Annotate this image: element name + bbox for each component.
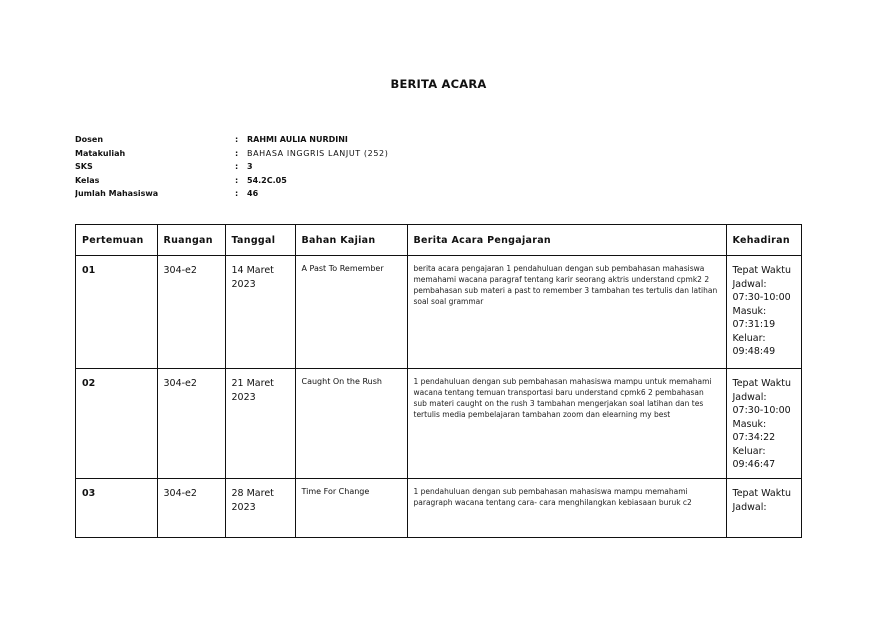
attendance-keluar-label: Keluar: (732, 332, 766, 344)
info-row-kelas (75, 174, 388, 188)
header-ruangan: Ruangan (157, 225, 225, 256)
attendance-jadwal-label: Jadwal: (732, 501, 767, 513)
table-header-row (76, 225, 801, 256)
cell-ruangan: 304-e2 (157, 256, 225, 369)
cell-berita-acara: 1 pendahuluan dengan sub pembahasan mahasiswa mampu untuk memahami wacana tentang temuan transportasi baru understand cpmk6 2 pembahasan sub materi caught on the rush 3 tambahan mengerjakan soal latihan dan tes tertulis media pembelajaran tambahan zoom dan elearning my best (407, 369, 726, 479)
attendance-masuk: 07:34:22 (732, 432, 776, 443)
info-colon: : (235, 175, 239, 185)
info-value-sks: 3 (247, 162, 253, 171)
cell-berita-acara: berita acara pengajaran 1 pendahuluan dengan sub pembahasan mahasiswa memahami wacana paragraf tentang karir seorang aktris understand cpmk2 2 pembahasan sub materi a past to remember 3 tambahan tes tertulis dan latihan soal soal grammar (407, 256, 726, 369)
header-kehadiran: Kehadiran (726, 225, 801, 256)
cell-pertemuan: 01 (76, 256, 157, 369)
table-row (76, 256, 801, 369)
attendance-status: Tepat Waktu (732, 488, 791, 499)
info-row-jumlah-mahasiswa (75, 187, 388, 201)
attendance-keluar-label: Keluar: (732, 445, 766, 457)
info-value-matakuliah: BAHASA INGGRIS LANJUT (252) (247, 148, 389, 158)
cell-ruangan: 304-e2 (157, 479, 225, 539)
attendance-keluar: 09:46:47 (732, 459, 776, 470)
course-info (75, 133, 388, 201)
info-colon: : (235, 148, 239, 158)
info-colon: : (235, 162, 239, 171)
cell-pertemuan: 02 (76, 369, 157, 479)
cell-bahan-kajian: Time For Change (295, 479, 407, 539)
info-label: Matakuliah (75, 148, 126, 158)
cell-tanggal: 14 Maret 2023 (225, 256, 295, 369)
info-label: Dosen (75, 135, 104, 144)
table-row (76, 369, 801, 479)
info-value-jumlah-mahasiswa: 46 (247, 189, 259, 198)
attendance-masuk-label: Masuk: (732, 305, 767, 317)
info-row-dosen (75, 133, 388, 147)
cell-bahan-kajian: A Past To Remember (295, 256, 407, 369)
cell-pertemuan: 03 (76, 479, 157, 539)
cell-tanggal: 21 Maret 2023 (225, 369, 295, 479)
attendance-jadwal: 07:30-10:00 (732, 292, 791, 303)
info-value-dosen: RAHMI AULIA NURDINI (247, 135, 348, 144)
attendance-keluar: 09:48:49 (732, 346, 776, 357)
header-berita-acara: Berita Acara Pengajaran (407, 225, 726, 256)
cell-kehadiran (726, 479, 801, 539)
attendance-masuk-label: Masuk: (732, 418, 767, 430)
cell-bahan-kajian: Caught On the Rush (295, 369, 407, 479)
attendance-jadwal-label: Jadwal: (732, 391, 767, 403)
info-row-matakuliah (75, 147, 388, 161)
attendance-status: Tepat Waktu (732, 378, 791, 389)
cell-kehadiran (726, 369, 801, 479)
info-label: Kelas (75, 175, 100, 185)
info-label: Jumlah Mahasiswa (75, 189, 159, 198)
info-row-sks (75, 160, 388, 174)
info-colon: : (235, 189, 239, 198)
attendance-jadwal: 07:30-10:00 (732, 405, 791, 416)
header-bahan-kajian: Bahan Kajian (295, 225, 407, 256)
attendance-masuk: 07:31:19 (732, 319, 776, 330)
document-title: BERITA ACARA (390, 77, 487, 91)
cell-berita-acara: 1 pendahuluan dengan sub pembahasan mahasiswa mampu memahami paragraph wacana tentang cara- cara menghilangkan kebiasaan buruk c2 (407, 479, 726, 539)
cell-tanggal: 28 Maret 2023 (225, 479, 295, 539)
info-colon: : (235, 135, 239, 144)
info-value-kelas: 54.2C.05 (247, 175, 287, 185)
header-tanggal: Tanggal (225, 225, 295, 256)
header-pertemuan: Pertemuan (76, 225, 157, 256)
table-row (76, 479, 801, 539)
cell-kehadiran (726, 256, 801, 369)
info-label: SKS (75, 162, 93, 171)
attendance-jadwal-label: Jadwal: (732, 278, 767, 290)
attendance-table (75, 224, 802, 538)
attendance-status: Tepat Waktu (732, 265, 791, 276)
cell-ruangan: 304-e2 (157, 369, 225, 479)
